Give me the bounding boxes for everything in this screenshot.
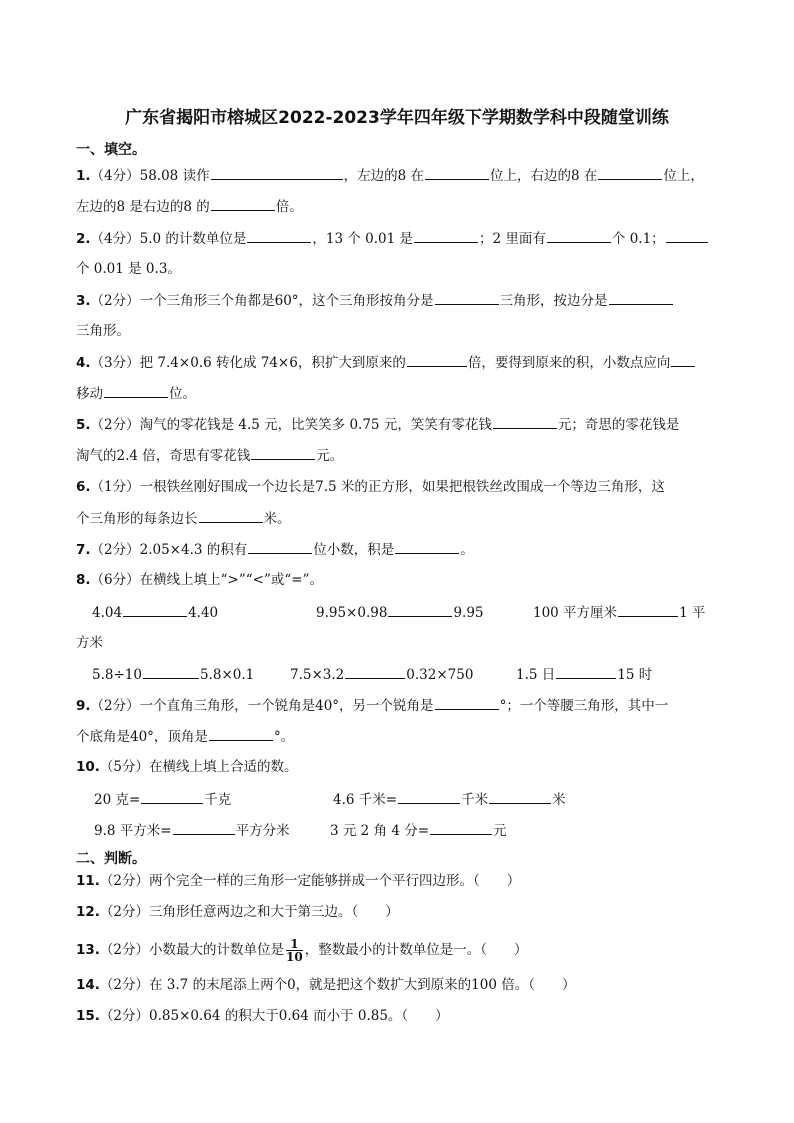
- answer-blank[interactable]: [123, 602, 187, 617]
- question-8: 8.（6分）在横线上填上“>”“<”或“=”。: [76, 572, 323, 588]
- question-number: 5.: [76, 417, 91, 433]
- question-number: 1.: [76, 168, 91, 184]
- question-14: 14.（2分）在 3.7 的末尾添上两个0，就是把这个数扩大到原来的100 倍。（ ）: [76, 977, 576, 993]
- question-score: （2分）: [99, 977, 150, 993]
- q8-item-a: 4.04 4.40: [92, 602, 218, 623]
- q10-item-b: 4.6 千米= 千米 米: [333, 789, 566, 810]
- question-7: 7.（2分）2.05×4.3 的积有 位小数，积是 。: [76, 539, 474, 560]
- q10-item-a: 20 克= 千克: [94, 789, 231, 810]
- question-9: 9.（2分）一个直角三角形，一个锐角是40°，另一个锐角是 °；一个等腰三角形，其中一: [76, 695, 668, 716]
- question-score: （2分）: [99, 873, 150, 889]
- answer-blank[interactable]: [211, 165, 343, 180]
- question-score: （5分）: [99, 759, 150, 775]
- q8-item-b: 9.95×0.98 9.95: [316, 602, 484, 623]
- q8-item-c-cont: 方米: [76, 635, 103, 651]
- question-score: （4分）: [90, 168, 140, 184]
- q8-item-d: 5.8÷10 5.8×0.1: [92, 664, 254, 685]
- section-fill-blanks: 一、填空。: [76, 142, 146, 158]
- fraction-numerator: 1: [286, 938, 303, 951]
- answer-blank[interactable]: [104, 383, 168, 398]
- question-number: 15.: [76, 1008, 100, 1024]
- section-true-false: 二、判断。: [76, 851, 146, 867]
- question-9-cont: 个底角是40°，顶角是 °。: [76, 726, 294, 747]
- answer-blank[interactable]: [388, 602, 452, 617]
- question-10: 10.（5分）在横线上填上合适的数。: [76, 759, 298, 775]
- question-4-cont: 移动 位。: [76, 383, 196, 404]
- question-score: （2分）: [90, 698, 140, 714]
- question-2: 2.（4分）5.0 的计数单位是 ，13 个 0.01 是 ；2 里面有 个 0.1；: [76, 228, 709, 249]
- answer-blank[interactable]: [251, 445, 315, 460]
- answer-blank[interactable]: [395, 539, 459, 554]
- answer-blank[interactable]: [173, 820, 235, 835]
- answer-blank[interactable]: [247, 228, 311, 243]
- question-number: 14.: [76, 977, 100, 993]
- question-3-cont: 三角形。: [76, 323, 130, 339]
- answer-blank[interactable]: [666, 228, 708, 243]
- answer-blank[interactable]: [209, 726, 273, 741]
- answer-blank[interactable]: [435, 695, 499, 710]
- question-number: 11.: [76, 873, 100, 889]
- question-3: 3.（2分）一个三角形三个角都是60°，这个三角形按角分是 三角形，按边分是: [76, 290, 674, 311]
- question-score: （4分）: [90, 231, 140, 247]
- question-number: 4.: [76, 355, 91, 371]
- answer-blank[interactable]: [248, 539, 312, 554]
- question-score: （2分）: [99, 1008, 150, 1024]
- question-score: （6分）: [90, 572, 140, 588]
- fraction-denominator: 10: [286, 950, 303, 964]
- question-1-cont: 左边的8 是右边的8 的 倍。: [76, 196, 303, 217]
- answer-blank[interactable]: [211, 196, 275, 211]
- answer-blank[interactable]: [345, 664, 405, 679]
- question-12: 12.（2分）三角形任意两边之和大于第三边。（ ）: [76, 904, 399, 920]
- answer-blank[interactable]: [407, 352, 467, 367]
- answer-blank[interactable]: [430, 820, 492, 835]
- question-number: 7.: [76, 542, 91, 558]
- answer-blank[interactable]: [547, 228, 611, 243]
- page-title: 广东省揭阳市榕城区2022-2023学年四年级下学期数学科中段随堂训练: [125, 108, 669, 128]
- q8-item-c: 100 平方厘米 1 平: [533, 602, 705, 623]
- answer-blank[interactable]: [414, 228, 478, 243]
- question-score: （3分）: [90, 355, 140, 371]
- question-2-cont: 个 0.01 是 0.3。: [76, 261, 181, 277]
- answer-blank[interactable]: [618, 602, 678, 617]
- answer-blank[interactable]: [143, 664, 199, 679]
- q10-item-d: 3 元 2 角 4 分= 元: [330, 820, 507, 841]
- question-13: 13.（2分）小数最大的计数单位是 $\frac{1}{10}$ ，整数最小的计数单位是一。（ ）: [76, 937, 528, 964]
- answer-blank[interactable]: [141, 789, 203, 804]
- fraction: [286, 938, 303, 963]
- question-number: 6.: [76, 479, 91, 495]
- question-number: 12.: [76, 904, 100, 920]
- answer-blank[interactable]: [493, 414, 557, 429]
- question-score: （2分）: [99, 904, 150, 920]
- question-number: 3.: [76, 293, 91, 309]
- q8-item-e: 7.5×3.2 0.32×750: [290, 664, 473, 685]
- answer-blank[interactable]: [199, 508, 263, 523]
- question-score: （2分）: [99, 942, 150, 958]
- answer-blank[interactable]: [556, 664, 616, 679]
- question-score: （1分）: [90, 479, 140, 495]
- question-score: （2分）: [90, 293, 140, 309]
- question-4: 4.（3分）把 7.4×0.6 转化成 74×6，积扩大到原来的 倍，要得到原来的积，小数点应向: [76, 352, 696, 373]
- question-5: 5.（2分）淘气的零花钱是 4.5 元，比笑笑多 0.75 元，笑笑有零花钱 元；奇思的零花钱是: [76, 414, 679, 435]
- question-score: （2分）: [90, 417, 140, 433]
- q10-item-c: 9.8 平方米= 平方分米: [94, 820, 290, 841]
- question-5-cont: 淘气的2.4 倍，奇思有零花钱 元。: [76, 445, 343, 466]
- answer-blank[interactable]: [425, 165, 489, 180]
- q8-item-f: 1.5 日 15 时: [516, 664, 652, 685]
- question-6-cont: 个三角形的每条边长 米。: [76, 508, 291, 529]
- question-number: 9.: [76, 698, 91, 714]
- answer-blank[interactable]: [398, 789, 460, 804]
- question-number: 2.: [76, 231, 91, 247]
- answer-blank[interactable]: [598, 165, 662, 180]
- question-11: 11.（2分）两个完全一样的三角形一定能够拼成一个平行四边形。（ ）: [76, 873, 521, 889]
- answer-blank[interactable]: [609, 290, 673, 305]
- question-1: 1.（4分）58.08 读作 ，左边的8 在 位上，右边的8 在 位上，: [76, 165, 704, 186]
- answer-blank[interactable]: [671, 352, 695, 367]
- question-number: 10.: [76, 759, 100, 775]
- answer-blank[interactable]: [435, 290, 499, 305]
- answer-blank[interactable]: [489, 789, 551, 804]
- question-number: 13.: [76, 942, 100, 958]
- question-number: 8.: [76, 572, 91, 588]
- question-15: 15.（2分）0.85×0.64 的积大于0.64 而小于 0.85。（ ）: [76, 1008, 449, 1024]
- question-6: 6.（1分）一根铁丝刚好围成一个边长是7.5 米的正方形，如果把根铁丝改围成一个等边三角形，这: [76, 479, 665, 495]
- question-score: （2分）: [90, 542, 140, 558]
